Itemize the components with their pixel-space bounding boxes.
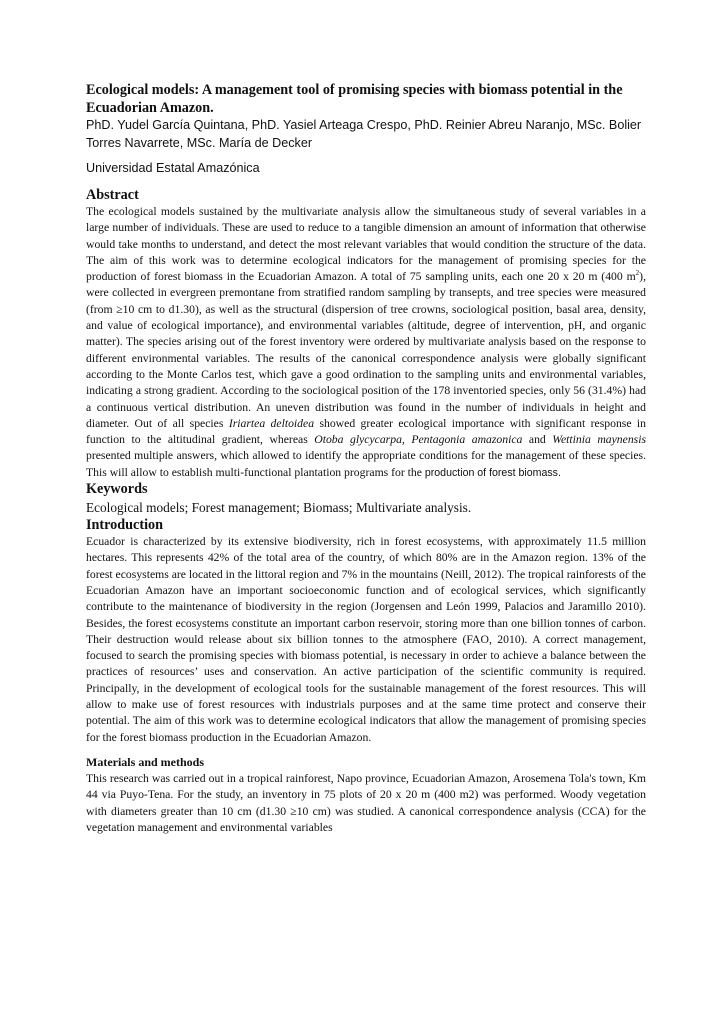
introduction-heading: Introduction xyxy=(86,517,163,534)
paper-page xyxy=(86,82,646,836)
keywords-heading: Keywords xyxy=(86,481,148,498)
author-list: PhD. Yudel García Quintana, PhD. Yasiel Arteaga Crespo, PhD. Reinier Abreu Naranjo, MSc. Bolier Torres Navarrete, MSc. María de Decker xyxy=(86,118,642,150)
abstract-heading: Abstract xyxy=(86,187,139,203)
paper-title: Ecological models: A management tool of promising species with biomass potential in the Ecuadorian Amazon. xyxy=(86,82,623,116)
species-name: Wettinia maynensis xyxy=(552,433,647,447)
species-name: Iriartea deltoidea xyxy=(228,416,315,430)
methods-heading: Materials and methods xyxy=(86,754,204,769)
introduction-text: Ecuador is characterized by its extensive biodiversity, rich in forest ecosystems, with approximately 11.5 million hectares. This represents 42% of the total area of the country, of which 80% are in the Amazon region. 13% of the forest ecosystems are located in the littoral region and 7% in the mountains (Neill, 2012). The tropical rainforests of the Ecuadorian Amazon have an important socioeconomic function and of ecological services, which significantly contribute to the maintenance of biodiversity in the region (Jorgensen and León 1999, Palacios and Jaramillo 2010). Besides, the forest ecosystems constitute an important carbon reservoir, storing more than one billion tonnes of carbon. Their destruction would release about six billion tonnes to the atmosphere (FAO, 2010). A correct management, focused to search the promising species with biomass potential, is necessary in order to achieve a balance between the practices of resources’ uses and conservation. An active participation of the scientific community is required. Principally, in the development of ecological tools for the sustainable management of the forest resources. This will allow to make use of forest resources with industrials purposes and at the same time protect and conserve their potential. The aim of this work was to determine ecological indicators that allow the management of promising species for the forest biomass production in the Ecuadorian Amazon. xyxy=(86,535,646,744)
affiliation: Universidad Estatal Amazónica xyxy=(86,161,260,175)
methods-text: This research was carried out in a tropical rainforest, Napo province, Ecuadorian Amazon, Arosemena Tola's town, Km 44 via Puyo-Tena. For the study, an inventory in 75 plots of 20 x 20 m (400 m2) was performed. Woody vegetation with diameters greater than 10 cm (d1.30 ≥10 cm) was studied. A canonical correspondence analysis (CCA) for the vegetation management and environmental variables xyxy=(86,771,646,834)
keywords-text: Ecological models; Forest management; Biomass; Multivariate analysis. xyxy=(86,500,472,516)
abstract-text: The ecological models sustained by the multivariate analysis allow the simultaneous study of several variables in a large number of individuals. These are used to reduce to a tangible dimension an amount of information that otherwise would take months to understand, and detect the most relevant variables that would condition the structure of the data. The aim of this work was to determine ecological indicators for the management of promising species for the production of forest biomass in the Ecuadorian Amazon. A total of 75 sampling units, each one 20 x 20 m (400 $m^2$), were collected in evergreen premontane from stratified random sampling by transepts, and tree species were measured (from ≥10 cm to d1.30), as well as the structural (dispersion of tree crowns, sociological position, basal area, density, and value of ecological importance), and environmental variables (altitude, degree of intervention, pH, and organic matter). The species arising out of the forest inventory were ordered by multivariate analysis based on the response to different environmental variables. The results of the canonical correspondence analysis were globally significant according to the Monte Carlos test, which gave a good ordination to the sampling units and environmental variables, indicating a strong gradient. According to the sociological position of the 178 inventoried species, only 56 (31.4%) had a continuous vertical distribution. An uneven distribution was found in the number of individuals in height and diameter. Out of all species Iriartea deltoidea showed greater ecological importance with significant response in function to the altitudinal gradient, whereas Otoba glycycarpa, Pentagonia amazonica and Wettinia maynensis presented multiple answers, which allowed to identify the appropriate conditions for the management of these species. This will allow to establish multi-functional plantation programs for the production of forest biomass. xyxy=(86,205,647,479)
species-name: Otoba glycycarpa, Pentagonia amazonica xyxy=(314,433,523,447)
